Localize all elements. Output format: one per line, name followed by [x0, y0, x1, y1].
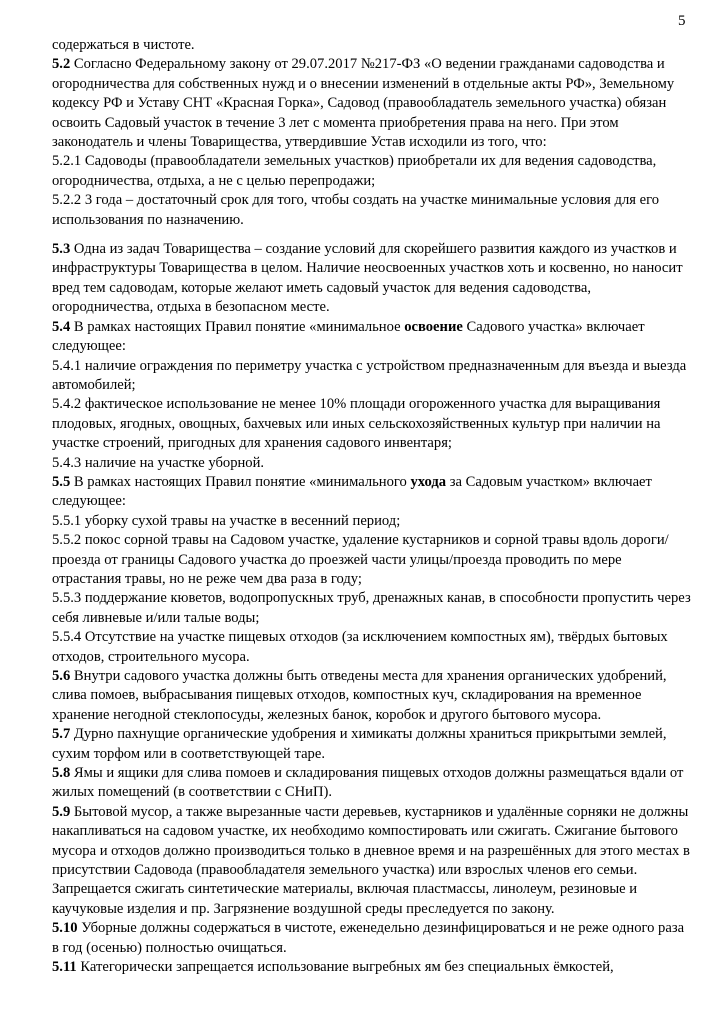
bold-text: 5.6	[52, 668, 71, 684]
paragraph	[52, 628, 692, 667]
paragraph	[52, 764, 692, 803]
paragraph	[52, 589, 692, 628]
text-span: 5.5.1 уборку сухой травы на участке в весенний период;	[52, 512, 401, 529]
paragraph	[52, 152, 692, 191]
paragraph	[52, 803, 692, 919]
bold-text: ухода	[410, 473, 447, 490]
text-span: 5.5.2 покос сорной травы на Садовом участке, удаление кустарников и сорной травы вдоль дороги/проезда от границы Садового участка до проезжей части улицы/проезда проводить по мере отрастания травы, но не реже чем два раза в году;	[52, 532, 669, 587]
paragraph	[52, 958, 692, 977]
paragraph	[52, 473, 692, 512]
bold-text: 5.5	[52, 473, 71, 490]
paragraph	[52, 454, 692, 473]
paragraph	[52, 512, 692, 531]
paragraph	[52, 725, 692, 764]
bold-text: 5.3	[52, 241, 71, 258]
text-span: В рамках настоящих Правил понятие «минимального	[70, 473, 411, 490]
text-span: 5.4.1 наличие ограждения по периметру участка с устройством предназначенным для въезда и выезда автомобилей;	[52, 357, 687, 393]
text-span: Согласно Федеральному закону от 29.07.2017 №217-ФЗ «О ведении гражданами садоводства и огородничества для собственных нужд и о внесении изменений в отдельные акты РФ», Земельному кодексу РФ и Уставу СНТ «Красная Горка», Садовод (правообладатель земельного участка) обязан освоить Садовый участок в течение 3 лет с момента приобретения права на него. При этом законодатель и члены Товарищества, утвердившие Устав исходили из того, что:	[52, 56, 675, 151]
text-span: 5.5.3 поддержание кюветов, водопропускных труб, дренажных канав, в способности пропустить через себя ливневые и/или талые воды;	[52, 590, 691, 626]
paragraph	[52, 240, 692, 318]
paragraph	[52, 395, 692, 453]
text-span: 5.5.4 Отсутствие на участке пищевых отходов (за исключением компостных ям), твёрдых бытовых отходов, строительного мусора.	[52, 629, 668, 665]
bold-text: 5.9	[52, 803, 71, 820]
text-span: Уборные должны содержаться в чистоте, еженедельно дезинфицироваться и не реже одного раза в год (осенью) полностью очищаться.	[52, 920, 685, 956]
bold-text: 5.7	[52, 726, 71, 743]
paragraph	[52, 357, 692, 396]
document-body	[52, 36, 692, 978]
text-span: Бытовой мусор, а также вырезанные части деревьев, кустарников и удалённые сорняки не должны накапливаться на садовом участке, их необходимо компостировать или сжигать. Сжигание бытового мусора и отходов должно производиться только в дневное время и на разрешённых для этого местах в присутствии Садовода (правообладателя земельного участка) или взрослых членов его семьи. Запрещается сжигать синтетические материалы, включая пластмассы, линолеум, резиновые и каучуковые изделия и пр. Загрязнение воздушной среды преследуется по закону.	[52, 803, 690, 917]
text-span: 5.4.3 наличие на участке уборной.	[52, 454, 265, 471]
bold-text: 5.11	[52, 959, 77, 976]
paragraph	[52, 919, 692, 958]
paragraph	[52, 531, 692, 589]
bold-text: 5.2	[52, 56, 71, 73]
text-span: Категорически запрещается использование выгребных ям без специальных ёмкостей,	[76, 959, 614, 976]
text-span: 5.4.2 фактическое использование не менее 10% площади огороженного участка для выращивания плодовых, ягодных, овощных, бахчевых или иных сельскохозяйственных культур при наличии на участке строений, пригодных для хранения садового инвентаря;	[52, 396, 661, 452]
bold-text: 5.10	[52, 920, 78, 937]
text-span: Дурно пахнущие органические удобрения и химикаты должны храниться прикрытыми землей, сухим торфом или в соответствующей таре.	[52, 726, 667, 762]
text-span: Внутри садового участка должны быть отведены места для хранения органических удобрений, слива помоев, выбрасывания пищевых отходов, компостных куч, складирования на временное хранение негодной стеклопосуды, железных банок, коробок и другого бытового мусора.	[52, 668, 667, 723]
paragraph	[52, 318, 692, 357]
paragraph	[52, 667, 692, 725]
bold-text: 5.4	[52, 318, 71, 335]
text-span: за Садовым участком» включает следующее:	[52, 473, 652, 510]
bold-text: освоение	[404, 318, 463, 335]
text-span: 5.2.1 Садоводы (правообладатели земельных участков) приобретали их для ведения садоводства, огородничества, отдыха, а не с целью перепродажи;	[52, 153, 657, 189]
text-span: 5.2.2 3 года – достаточный срок для того, чтобы создать на участке минимальные условия для его использования по назначению.	[52, 192, 659, 228]
page-number: 5	[678, 13, 686, 29]
text-span: Ямы и ящики для слива помоев и складирования пищевых отходов должны размещаться вдали от жилых помещений (в соответствии с СНиП).	[52, 765, 684, 801]
text-span: содержаться в чистоте.	[52, 37, 195, 53]
paragraph	[52, 36, 692, 55]
text-span: В рамках настоящих Правил понятие «минимальное	[70, 318, 405, 335]
bold-text: 5.8	[52, 765, 71, 782]
paragraph	[52, 191, 692, 230]
text-span: Садового участка» включает следующее:	[52, 318, 645, 355]
text-span: Одна из задач Товарищества – создание условий для скорейшего развития каждого из участков и инфраструктуры Товарищества в целом. Наличие неосвоенных участков хоть и косвенно, но наносит вред тем садоводам, которые желают иметь садовый участок для ведения садоводства, огородничества, отдыха в безопасном месте.	[52, 241, 683, 316]
paragraph	[52, 55, 692, 152]
